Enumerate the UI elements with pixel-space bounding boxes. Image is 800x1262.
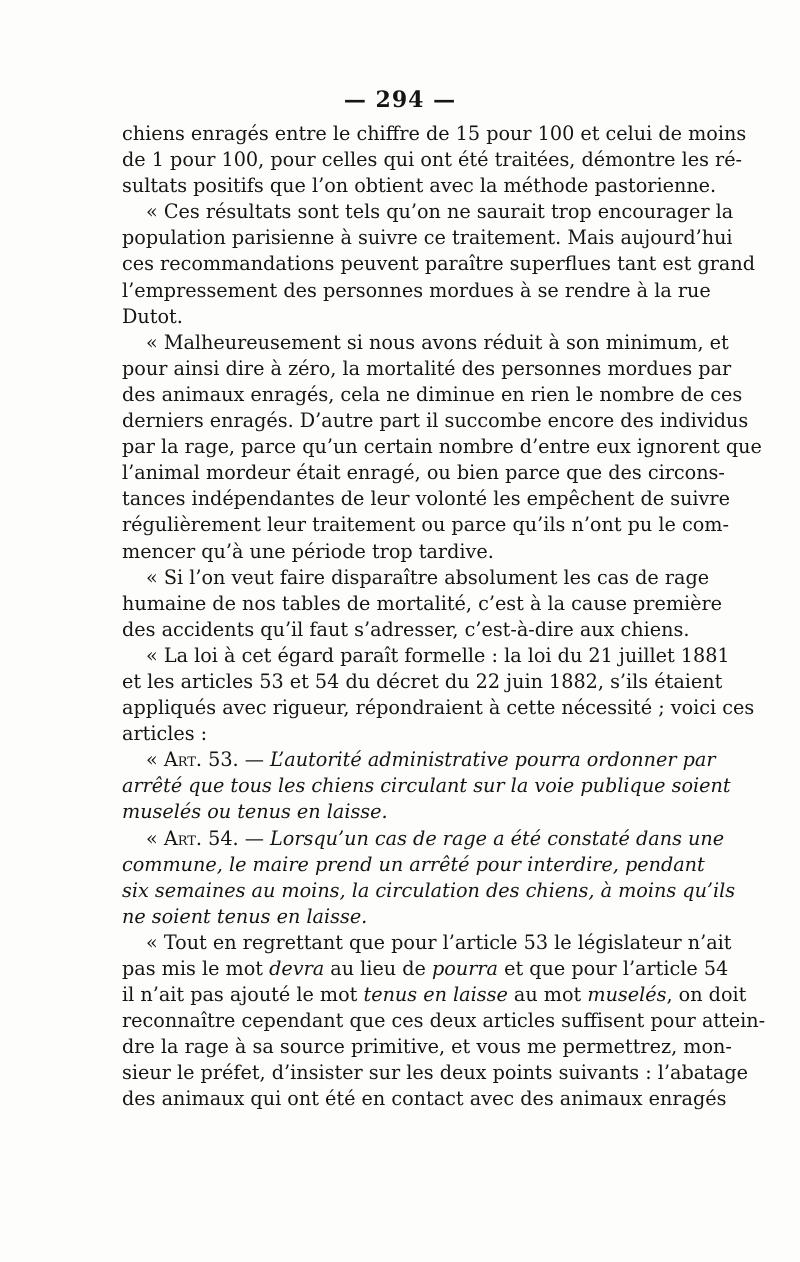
text-line: « Si l’on veut faire disparaître absolument les cas de rage (146, 565, 710, 589)
text-line: et les articles 53 et 54 du décret du 22 juin 1882, s’ils étaient (122, 669, 723, 693)
article-label: Art. 53. (163, 748, 239, 772)
article-label: Art. 54. (163, 826, 239, 850)
text-line: pour ainsi dire à zéro, la mortalité des personnes mordues par (122, 356, 732, 380)
text-line: des animaux enragés, cela ne diminue en rien le nombre de ces (122, 382, 743, 406)
text-line: arrêté que tous les chiens circulant sur la voie publique soient (122, 774, 731, 798)
text-line: derniers enragés. D’autre part il succombe encore des individus (122, 409, 749, 433)
text-line: sieur le préfet, d’insister sur les deux points suivants : l’abatage (122, 1061, 748, 1085)
italic-word: tenus en laisse (363, 983, 508, 1007)
text-line: sultats positifs que l’on obtient avec la méthode pastorienne. (122, 174, 717, 198)
text-run: pas mis le mot (122, 957, 270, 980)
article-53-line (122, 747, 716, 773)
text-line: « La loi à cet égard paraît formelle : la loi du 21 juillet 1881 (146, 643, 730, 667)
text-line: reconnaître cependant que ces deux articles suffisent pour attein- (122, 1009, 766, 1033)
italic-word: pourra (432, 957, 498, 980)
text-line-mixed (122, 956, 729, 982)
page-number: — 294 — (343, 87, 457, 113)
article-text: L’autorité administrative pourra ordonner par (270, 748, 716, 772)
italic-word: devra (269, 957, 325, 980)
text-line: appliqués avec rigueur, répondraient à cette nécessité ; voici ces (122, 696, 755, 720)
text-line: régulièrement leur traitement ou parce qu’ils n’ont pu le com- (122, 513, 729, 537)
text-line: « Ces résultats sont tels qu’on ne saurait trop encourager la (146, 200, 734, 224)
text-line: l’animal mordeur était enragé, ou bien parce que des circons- (122, 461, 725, 485)
text-line: par la rage, parce qu’un certain nombre d’entre eux ignorent que (122, 435, 762, 459)
text-line: commune, le maire prend un arrêté pour interdire, pendant (122, 852, 705, 876)
text-line: « Malheureusement si nous avons réduit à son minimum, et (146, 330, 729, 354)
quote-mark: « (146, 826, 164, 850)
text-line: tances indépendantes de leur volonté les empêchent de suivre (122, 487, 730, 511)
text-line: des animaux qui ont été en contact avec des animaux enragés (122, 1087, 727, 1111)
text-line: ces recommandations peuvent paraître superflues tant est grand (122, 252, 755, 276)
article-text: Lorsqu’un cas de rage a été constaté dans une (270, 826, 725, 850)
text-run: et que pour l’article 54 (498, 957, 729, 980)
text-line: de 1 pour 100, pour celles qui ont été traitées, démontre les ré- (122, 148, 743, 172)
article-54-line (122, 826, 725, 852)
quote-mark: « (146, 748, 164, 772)
text-run: au mot (507, 983, 588, 1007)
text-line: muselés ou tenus en laisse. (122, 800, 388, 824)
text-line: des accidents qu’il faut s’adresser, c’est-à-dire aux chiens. (122, 617, 690, 641)
text-run: il n’ait pas ajouté le mot (122, 983, 364, 1007)
text-line: humaine de nos tables de mortalité, c’est à la cause première (122, 591, 723, 615)
text-line: ne soient tenus en laisse. (122, 904, 368, 928)
text-line-mixed (122, 982, 747, 1008)
text-line: articles : (122, 722, 208, 746)
text-line: dre la rage à sa source primitive, et vous me permettrez, mon- (122, 1035, 732, 1059)
italic-word: muselés (587, 983, 667, 1007)
text-run: au lieu de (324, 957, 433, 980)
text-line: l’empressement des personnes mordues à se rendre à la rue (122, 278, 711, 302)
text-line: population parisienne à suivre ce traitement. Mais aujourd’hui (122, 226, 733, 250)
dash: — (238, 748, 271, 772)
text-line: « Tout en regrettant que pour l’article 53 le législateur n’ait (146, 930, 732, 954)
text-line: Dutot. (122, 304, 183, 328)
text-line: mencer qu’à une période trop tardive. (122, 539, 494, 563)
body-text (122, 121, 766, 1113)
dash: — (238, 826, 271, 850)
text-run: , on doit (666, 983, 747, 1007)
text-line: six semaines au moins, la circulation des chiens, à moins qu’ils (122, 878, 736, 902)
text-line: chiens enragés entre le chiffre de 15 pour 100 et celui de moins (122, 122, 747, 145)
